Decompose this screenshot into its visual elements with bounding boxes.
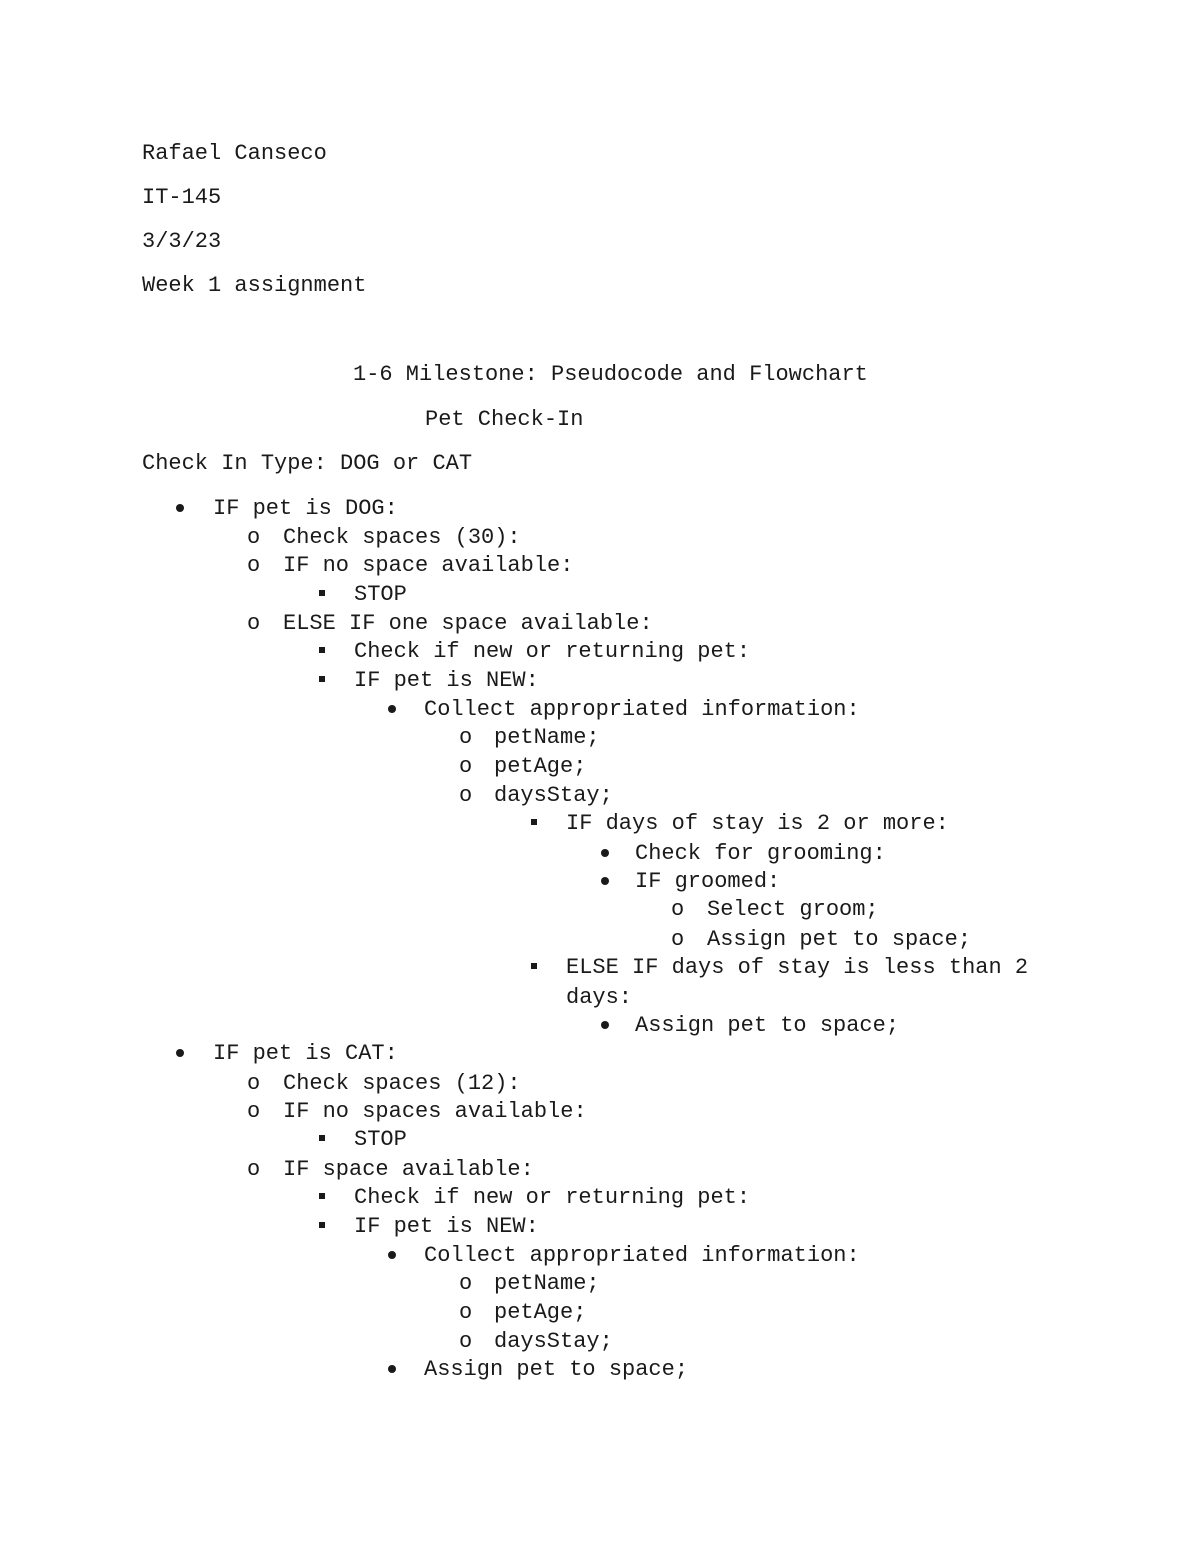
list-item: IF groomed: (635, 869, 781, 894)
bullet-icon (601, 877, 609, 885)
circle-bullet-icon: o (459, 1271, 473, 1296)
circle-bullet-icon: o (459, 754, 473, 779)
circle-bullet-icon: o (247, 611, 261, 636)
bullet-icon (601, 1021, 609, 1029)
circle-bullet-icon: o (671, 897, 685, 922)
list-item: daysStay; (494, 783, 613, 808)
square-bullet-icon (531, 819, 537, 825)
list-item: IF space available: (283, 1157, 534, 1182)
course-code: IT-145 (142, 185, 222, 210)
circle-bullet-icon: o (247, 1099, 261, 1124)
circle-bullet-icon: o (459, 1329, 473, 1354)
list-item: petAge; (494, 1300, 587, 1325)
bullet-icon (388, 1251, 396, 1259)
list-item: IF no spaces available: (283, 1099, 587, 1124)
list-item: Check for grooming: (635, 841, 886, 866)
assignment-name: Week 1 assignment (142, 273, 367, 298)
list-item: Collect appropriated information: (424, 1243, 860, 1268)
assignment-date: 3/3/23 (142, 229, 222, 254)
list-item: IF no space available: (283, 553, 574, 578)
square-bullet-icon (319, 1135, 325, 1141)
intro-line: Check In Type: DOG or CAT (142, 451, 473, 476)
square-bullet-icon (319, 647, 325, 653)
list-item: daysStay; (494, 1329, 613, 1354)
bullet-icon (388, 705, 396, 713)
bullet-icon (176, 504, 184, 512)
list-item: Collect appropriated information: (424, 697, 860, 722)
bullet-icon (176, 1049, 184, 1057)
page-subtitle: Pet Check-In (425, 407, 584, 432)
list-item: Check if new or returning pet: (354, 1185, 751, 1210)
circle-bullet-icon: o (247, 525, 261, 550)
page-title: 1-6 Milestone: Pseudocode and Flowchart (353, 362, 868, 387)
list-item: petName; (494, 725, 600, 750)
list-item: IF pet is NEW: (354, 1214, 539, 1239)
list-item: Assign pet to space; (635, 1013, 900, 1038)
circle-bullet-icon: o (459, 725, 473, 750)
list-item: petAge; (494, 754, 587, 779)
square-bullet-icon (531, 963, 537, 969)
dog-branch-heading: IF pet is DOG: (213, 496, 398, 521)
list-item: Assign pet to space; (424, 1357, 689, 1382)
list-item-continuation: days: (566, 985, 633, 1010)
author-name: Rafael Canseco (142, 141, 327, 166)
list-item: ELSE IF one space available: (283, 611, 653, 636)
circle-bullet-icon: o (459, 1300, 473, 1325)
list-item: Check if new or returning pet: (354, 639, 751, 664)
list-item: Check spaces (30): (283, 525, 521, 550)
circle-bullet-icon: o (247, 1071, 261, 1096)
list-item: IF pet is NEW: (354, 668, 539, 693)
circle-bullet-icon: o (671, 927, 685, 952)
square-bullet-icon (319, 1222, 325, 1228)
bullet-icon (388, 1365, 396, 1373)
list-item: Check spaces (12): (283, 1071, 521, 1096)
circle-bullet-icon: o (459, 783, 473, 808)
square-bullet-icon (319, 590, 325, 596)
list-item: Assign pet to space; (707, 927, 972, 952)
list-item: ELSE IF days of stay is less than 2 (566, 955, 1029, 980)
list-item: petName; (494, 1271, 600, 1296)
cat-branch-heading: IF pet is CAT: (213, 1041, 398, 1066)
list-item: STOP (354, 582, 407, 607)
circle-bullet-icon: o (247, 553, 261, 578)
list-item: IF days of stay is 2 or more: (566, 811, 949, 836)
square-bullet-icon (319, 1193, 325, 1199)
list-item: Select groom; (707, 897, 879, 922)
list-item: STOP (354, 1127, 407, 1152)
square-bullet-icon (319, 676, 325, 682)
circle-bullet-icon: o (247, 1157, 261, 1182)
bullet-icon (601, 849, 609, 857)
